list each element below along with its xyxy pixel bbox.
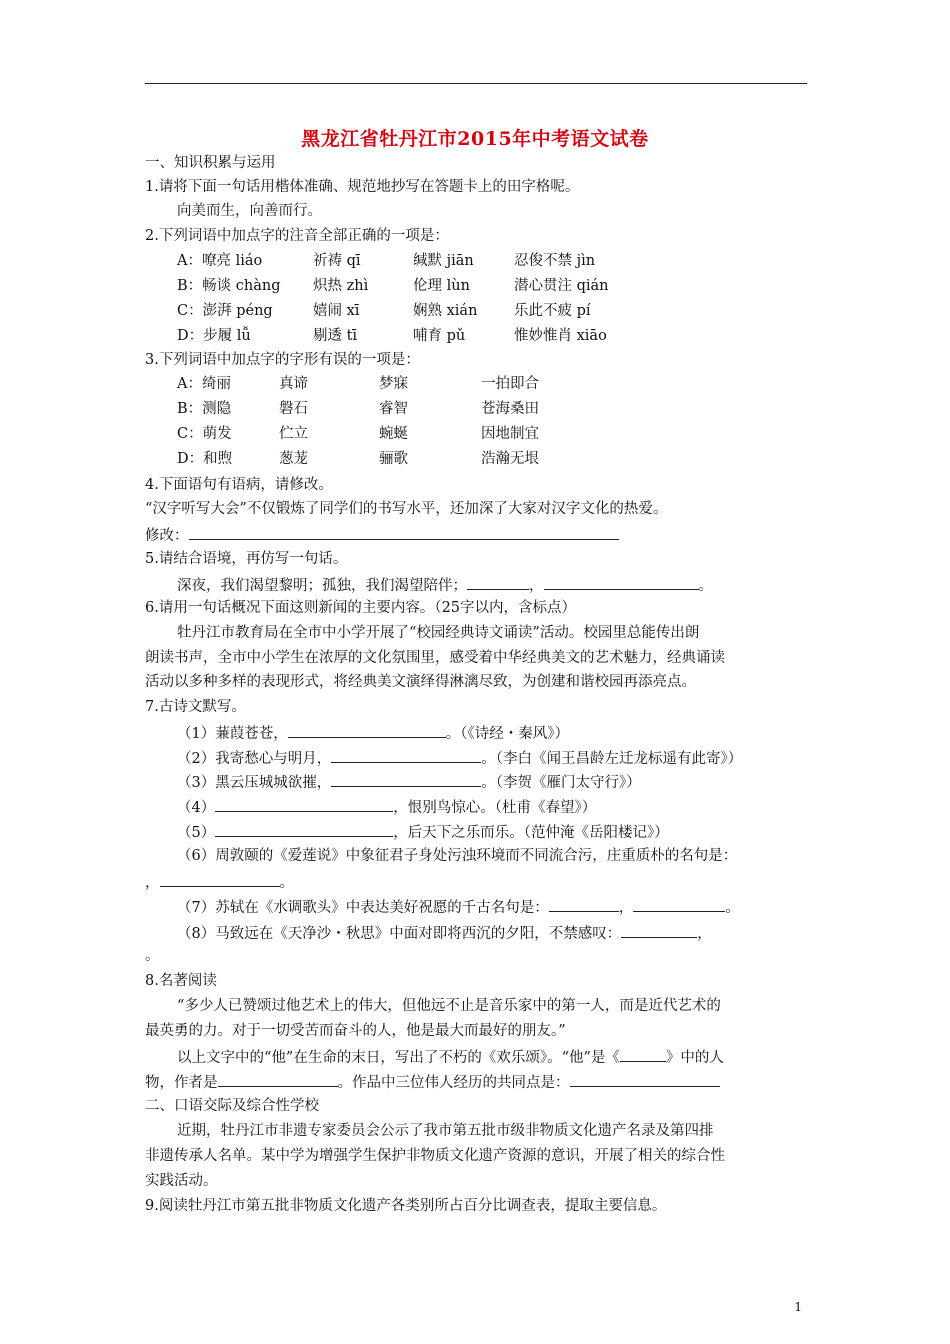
q7-8-text: （8）马致远在《天净沙・秋思》中面对即将西沉的夕阳，不禁感叹： [177,926,622,942]
s2-para-3: 实践活动。 [145,1173,218,1189]
q5-text: 深夜，我们渴望黎明；孤独，我们渴望陪伴； [177,578,467,594]
q7-1-source: 。（《诗经・秦风》） [445,726,569,742]
q8-para-4 [145,1071,720,1093]
q3-option-cell: 骊歌 [379,451,408,467]
q3-option-cell: 蜿蜒 [379,426,408,442]
q7-stem: 7.古诗文默写。 [145,699,246,715]
q7-6-comma: ， [145,875,160,891]
q4-fix-label: 修改： [145,528,189,544]
q7-5-blank[interactable] [215,821,393,837]
q7-4-source: ，恨别鸟惊心。（杜甫《春望》） [393,800,597,816]
q4-stem: 4.下面语句有语病，请修改。 [145,477,333,493]
q7-2-source: 。（李白《闻王昌龄左迁龙标遥有此寄》） [481,751,743,767]
q7-7-blank-2[interactable] [633,896,725,912]
q7-item-2 [177,747,742,769]
q2-option-cell: 哺育 pǔ [413,328,466,344]
q5-blank-1[interactable] [467,574,529,590]
q5-line [177,574,713,596]
q7-4-blank[interactable] [215,796,393,812]
q8-p3-end: 》中的人 [665,1050,724,1066]
q7-1-blank[interactable] [288,722,446,738]
s2-para-1: 近期，牡丹江市非遗专家委员会公示了我市第五批市级非物质文化遗产名录及第四排 [177,1123,714,1139]
section-heading-2: 二、口语交际及综合性学校 [145,1098,319,1114]
q6-para-2: 朗读书声，全市中小学生在浓厚的文化氛围里，感受着中华经典美文的艺术魅力，经典诵读 [145,650,725,666]
q7-3-text: （3）黑云压城城欲摧， [177,775,332,791]
q2-option-cell: D：步履 lǚ [177,328,251,344]
q2-option-cell: 潜心贯注 qián [514,278,609,294]
section-heading-1: 一、知识积累与运用 [145,155,276,171]
q7-7-blank-1[interactable] [549,896,619,912]
q2-option-cell: 伦理 lùn [413,278,470,294]
q7-6-end: 。 [279,875,294,891]
q5-end: 。 [698,578,713,594]
q7-3-source: 。（李贺《雁门太守行》） [481,775,641,791]
q2-option-cell: 祈祷 qī [313,253,361,269]
q3-option-cell: 一拍即合 [481,376,539,392]
q7-item-4 [177,796,596,818]
q2-option-cell: C：澎湃 péng [177,303,273,319]
q2-option-cell: 惟妙惟肖 xiāo [514,328,607,344]
q7-item-1 [177,722,569,744]
q8-p4-text: 物，作者是 [145,1075,218,1091]
q7-item-8-end: 。 [145,948,160,964]
s2-para-2: 非遗传承人名单。某中学为增强学生保护非物质文化遗产资源的意识，开展了相关的综合性 [145,1148,725,1164]
q7-1-text: （1）蒹葭苍苍， [177,726,288,742]
page-title: 黑龙江省牡丹江市2015年中考语文试卷 [301,128,649,150]
q1-stem: 1.请将下面一句话用楷体准确、规范地抄写在答题卡上的田字格呢。 [145,179,580,195]
q8-para-2: 最英勇的力。对于一切受苦而奋斗的人，他是最大而最好的朋友。” [145,1023,566,1039]
q7-8-blank[interactable] [621,922,697,938]
q2-option-cell: 炽热 zhì [313,278,369,294]
q3-option-cell: 葱茏 [279,451,308,467]
q7-item-3 [177,771,641,793]
q8-p4-mid: 。作品中三位伟人经历的共同点是： [337,1075,570,1091]
q7-item-6: （6）周敦颐的《爱莲说》中象征君子身处污浊环境而不同流合污，庄重质朴的名句是： [177,848,738,864]
q3-option-cell: 睿智 [379,401,408,417]
q7-4-text: （4） [177,800,216,816]
q3-option-cell: A：绮丽 [177,376,231,392]
q5-sep: ， [529,578,544,594]
q3-option-cell: 真谛 [279,376,308,392]
q8-para-3 [177,1046,724,1068]
q3-option-cell: C：萌发 [177,426,232,442]
q8-common-blank[interactable] [570,1071,720,1087]
q2-option-cell: 嬉闹 xī [313,303,360,319]
q8-author-blank[interactable] [218,1071,338,1087]
q2-option-cell: B：畅谈 chàng [177,278,281,294]
q3-option-cell: D：和煦 [177,451,233,467]
q7-item-6-answer [145,871,294,893]
q3-option-cell: 伫立 [279,426,308,442]
q7-5-text: （5） [177,825,216,841]
q3-option-cell: B：测隐 [177,401,232,417]
q4-fix-line [145,524,619,546]
q7-item-7 [177,896,740,918]
q3-option-cell: 磐石 [279,401,308,417]
q4-answer-blank[interactable] [189,524,619,540]
q2-option-cell: 娴熟 xián [413,303,478,319]
q7-7-end: 。 [725,900,740,916]
q3-stem: 3.下列词语中加点字的字形有误的一项是： [145,352,420,368]
page-number: 1 [794,1300,802,1314]
header-rule [145,83,807,84]
q5-blank-2[interactable] [544,574,699,590]
q7-5-source: ，后天下之乐而乐。（范仲淹《岳阳楼记》） [393,825,669,841]
q9-stem: 9.阅读牡丹江市第五批非物质文化遗产各类别所占百分比调查表，提取主要信息。 [145,1198,667,1214]
q6-para-1: 牡丹江市教育局在全市中小学开展了“校园经典诗文诵读”活动。校园里总能传出朗 [177,625,700,641]
q2-option-cell: 剔透 tī [313,328,358,344]
q7-6-blank[interactable] [160,871,280,887]
q2-option-cell: 乐此不疲 pí [514,303,591,319]
q7-8-sep: ， [697,926,712,942]
q8-p3-text: 以上文字中的“他”在生命的末日，写出了不朽的《欢乐颂》。“他”是《 [177,1050,620,1066]
q8-stem: 8.名著阅读 [145,973,217,989]
q5-stem: 5.请结合语境，再仿写一句话。 [145,551,348,567]
q3-option-cell: 浩瀚无垠 [481,451,539,467]
q7-3-blank[interactable] [331,771,481,787]
q7-2-blank[interactable] [331,747,481,763]
q3-option-cell: 因地制宜 [481,426,539,442]
q4-sentence: “汉字听写大会”不仅锻炼了同学们的书写水平，还加深了大家对汉字文化的热爱。 [145,501,668,517]
q2-option-cell: 忍俊不禁 jìn [514,253,596,269]
q6-para-3: 活动以多种多样的表现形式，将经典美文演绎得淋漓尽致，为创建和谐校园再添亮点。 [145,674,696,690]
q7-7-text: （7）苏轼在《水调歌头》中表达美好祝愿的千古名句是： [177,900,549,916]
q8-para-1: “多少人已赞颂过他艺术上的伟大，但他远不止是音乐家中的第一人，而是近代艺术的 [177,998,721,1014]
q8-book-blank[interactable] [620,1046,666,1062]
q3-option-cell: 梦寐 [379,376,408,392]
q6-stem: 6.请用一句话概况下面这则新闻的主要内容。（25字以内，含标点） [145,600,577,616]
q7-2-text: （2）我寄愁心与明月， [177,751,332,767]
q1-text: 向美而生，向善而行。 [177,203,322,219]
q7-item-5 [177,821,669,843]
q2-stem: 2.下列词语中加点字的注音全部正确的一项是： [145,228,449,244]
q7-7-sep: ， [618,900,634,916]
q2-option-cell: 缄默 jiān [413,253,474,269]
q2-option-cell: A：嘹亮 liáo [177,253,263,269]
q3-option-cell: 苍海桑田 [481,401,539,417]
q7-item-8 [177,922,712,944]
